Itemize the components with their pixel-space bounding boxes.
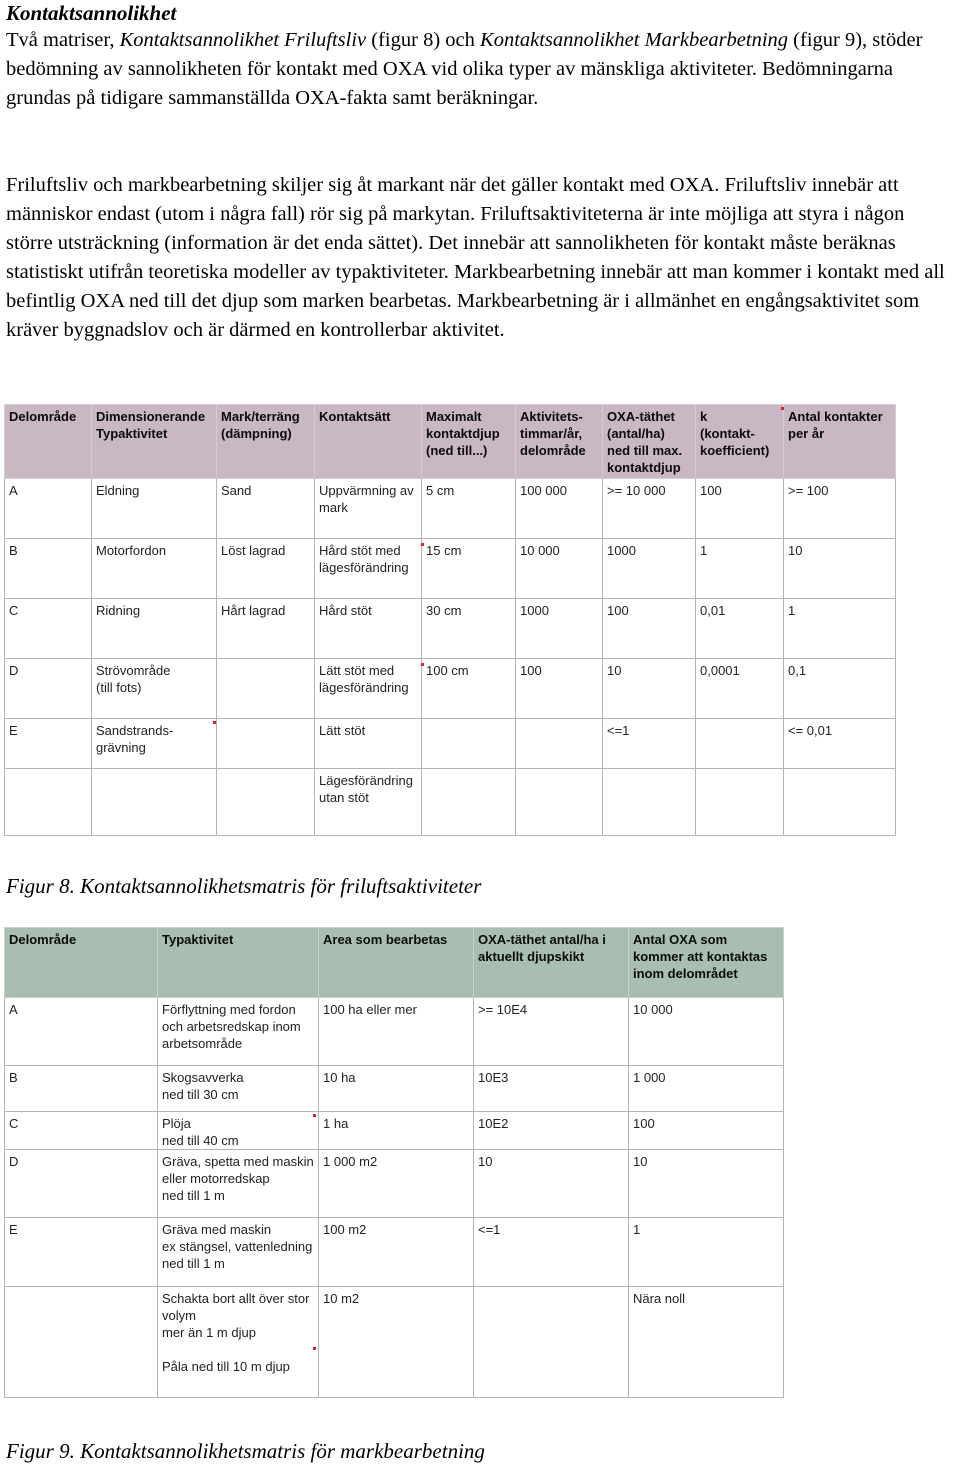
- table-cell: [516, 719, 603, 769]
- body-paragraph-text: Friluftsliv och markbearbetning skiljer sig åt markant när det gäller kontakt med OXA. Friluftsliv innebär att människor endast (utom i några fall) rör sig på markytan. Friluftsaktiviteterna är inte möjliga att styra i någon större utsträckning (information är det enda sättet). Det innebär att sannolikheten för kontakt måste beräknas statistiskt utifrån teoretiska modeller av typaktiviteter. Markbearbetning innebär att man kommer i kontakt med all befintlig OXA ned till det djup som marken bearbetas. Markbearbetning är i allmänhet en engångsaktivitet som kräver byggnadslov och är därmed en kontrollerbar aktivitet.: [6, 174, 945, 341]
- table-cell: >= 10E4: [474, 998, 629, 1066]
- table-row: [5, 479, 896, 539]
- table-cell: Uppvärmning av mark: [315, 479, 422, 539]
- table-row: [5, 1150, 784, 1218]
- table-cell: 1: [696, 539, 784, 599]
- table-cell: Löst lagrad: [217, 539, 315, 599]
- red-dot-marker: [781, 407, 784, 410]
- table-cell: [5, 1287, 158, 1398]
- table-cell: 1000: [603, 539, 696, 599]
- table-cell: D: [5, 659, 92, 719]
- section-title: Kontaktsannolikhet: [6, 1, 177, 25]
- intro-text-1: Två matriser,: [6, 29, 120, 51]
- table-cell: 10 ha: [319, 1066, 474, 1112]
- table-cell: <=1: [603, 719, 696, 769]
- table-cell: A: [5, 479, 92, 539]
- table-cell: 0,01: [696, 599, 784, 659]
- table-cell: Ridning: [92, 599, 217, 659]
- table-cell: [422, 719, 516, 769]
- red-dot-marker: [313, 1347, 316, 1350]
- table-row: [5, 1218, 784, 1287]
- table-cell: [784, 769, 896, 836]
- table-cell: 0,0001: [696, 659, 784, 719]
- table-cell: Hårt lagrad: [217, 599, 315, 659]
- table-cell: 0,1: [784, 659, 896, 719]
- table-cell: D: [5, 1150, 158, 1218]
- table-cell: 1 000 m2: [319, 1150, 474, 1218]
- table-row: [5, 539, 896, 599]
- table-cell: 10E3: [474, 1066, 629, 1112]
- table-header-row: [5, 928, 784, 998]
- table-cell: [217, 769, 315, 836]
- table-cell: [516, 769, 603, 836]
- table-cell: 100: [696, 479, 784, 539]
- table-cell: C: [5, 1112, 158, 1150]
- table-cell: 100 ha eller mer: [319, 998, 474, 1066]
- friluftsliv-matrix-table: [4, 404, 896, 836]
- figure-9-caption: Figur 9. Kontaktsannolikhetsmatris för markbearbetning: [6, 1439, 485, 1463]
- table-cell: 100: [516, 659, 603, 719]
- table-cell: Lätt stöt: [315, 719, 422, 769]
- table-cell: [696, 719, 784, 769]
- table-cell: 10 000: [629, 998, 784, 1066]
- table-cell: 5 cm: [422, 479, 516, 539]
- intro-matrix-friluftsliv: Kontaktsannolikhet Friluftsliv: [119, 29, 367, 51]
- table-cell: Plöja ned till 40 cm: [158, 1112, 319, 1150]
- table-cell: Nära noll: [629, 1287, 784, 1398]
- table-cell: 10: [474, 1150, 629, 1218]
- column-header: Maximalt kontaktdjup (ned till...): [422, 405, 516, 479]
- table-cell: Sand: [217, 479, 315, 539]
- table-cell: E: [5, 719, 92, 769]
- column-header: Delområde: [5, 405, 92, 479]
- body-paragraph: [6, 171, 956, 345]
- table-cell: 1 ha: [319, 1112, 474, 1150]
- table-row: [5, 659, 896, 719]
- column-header: Area som bearbetas: [319, 928, 474, 998]
- column-header: Dimensionerande Typaktivitet: [92, 405, 217, 479]
- table-cell: [603, 769, 696, 836]
- table-cell: 1: [784, 599, 896, 659]
- table-row: [5, 599, 896, 659]
- column-header: Mark/terräng (dämpning): [217, 405, 315, 479]
- column-header: Antal OXA som kommer att kontaktas inom delområdet: [629, 928, 784, 998]
- table-header-row: [5, 405, 896, 479]
- table-cell: [217, 659, 315, 719]
- column-header: Delområde: [5, 928, 158, 998]
- column-header: Kontaktsätt: [315, 405, 422, 479]
- red-dot-marker: [213, 721, 216, 724]
- column-header: k (kontakt- koefficient): [696, 405, 784, 479]
- red-dot-marker: [421, 543, 424, 546]
- table-cell: 10E2: [474, 1112, 629, 1150]
- table-cell: Schakta bort allt över stor volym mer än 1 m djup Påla ned till 10 m djup: [158, 1287, 319, 1398]
- table-cell: Lätt stöt med lägesförändring: [315, 659, 422, 719]
- intro-text-3: (figur 9), stöder bedömning av sannolikheten för kontakt med OXA vid olika typer av mänskliga aktiviteter. Bedömningarna grundas på tidigare sammanställda OXA-fakta samt beräkningar.: [6, 29, 923, 109]
- table-cell: <= 0,01: [784, 719, 896, 769]
- table-cell: Strövområde (till fots): [92, 659, 217, 719]
- table-cell: [92, 769, 217, 836]
- column-header: OXA-täthet antal/ha i aktuellt djupskikt: [474, 928, 629, 998]
- table-cell: [5, 769, 92, 836]
- table-cell: Hård stöt: [315, 599, 422, 659]
- table-row: [5, 719, 896, 769]
- table-cell: Gräva, spetta med maskin eller motorredskap ned till 1 m: [158, 1150, 319, 1218]
- table-cell: 100: [603, 599, 696, 659]
- table-cell: 100: [629, 1112, 784, 1150]
- column-header: Antal kontakter per år: [784, 405, 896, 479]
- table-cell: 100 cm: [422, 659, 516, 719]
- table-cell: A: [5, 998, 158, 1066]
- table-cell: 1: [629, 1218, 784, 1287]
- intro-paragraph: [6, 26, 956, 113]
- figure-8-caption: Figur 8. Kontaktsannolikhetsmatris för friluftsaktiviteter: [6, 874, 482, 898]
- table-cell: Hård stöt med lägesförändring: [315, 539, 422, 599]
- table-row: [5, 998, 784, 1066]
- intro-matrix-markbearbetning: Kontaktsannolikhet Markbearbetning: [480, 29, 789, 51]
- red-dot-marker: [421, 663, 424, 666]
- table-cell: <=1: [474, 1218, 629, 1287]
- table-cell: Eldning: [92, 479, 217, 539]
- table-cell: Sandstrands- grävning: [92, 719, 217, 769]
- table-cell: [422, 769, 516, 836]
- table-cell: 1 000: [629, 1066, 784, 1112]
- column-header: Aktivitets- timmar/år, delområde: [516, 405, 603, 479]
- table-cell: B: [5, 1066, 158, 1112]
- column-header: OXA-täthet (antal/ha) ned till max. kontaktdjup: [603, 405, 696, 479]
- table-cell: E: [5, 1218, 158, 1287]
- table-row: [5, 769, 896, 836]
- table-cell: [474, 1287, 629, 1398]
- intro-text-2: (figur 8) och: [366, 29, 481, 51]
- table-cell: 1000: [516, 599, 603, 659]
- table-row: [5, 1287, 784, 1398]
- table-cell: [696, 769, 784, 836]
- red-dot-marker: [313, 1114, 316, 1117]
- table-cell: 30 cm: [422, 599, 516, 659]
- table-cell: 10 m2: [319, 1287, 474, 1398]
- table-cell: 10 000: [516, 539, 603, 599]
- table-row: [5, 1066, 784, 1112]
- table-cell: 10: [629, 1150, 784, 1218]
- table-cell: Motorfordon: [92, 539, 217, 599]
- table-cell: 100 m2: [319, 1218, 474, 1287]
- table-cell: >= 10 000: [603, 479, 696, 539]
- table-cell: >= 100: [784, 479, 896, 539]
- markbearbetning-matrix-table: [4, 927, 784, 1398]
- table-cell: B: [5, 539, 92, 599]
- table-cell: Skogsavverka ned till 30 cm: [158, 1066, 319, 1112]
- column-header: Typaktivitet: [158, 928, 319, 998]
- table-row: [5, 1112, 784, 1150]
- table-cell: 10: [784, 539, 896, 599]
- table-cell: Lägesförändring utan stöt: [315, 769, 422, 836]
- table-cell: Förflyttning med fordon och arbetsredskap inom arbetsområde: [158, 998, 319, 1066]
- table-cell: 100 000: [516, 479, 603, 539]
- table-cell: [217, 719, 315, 769]
- table-cell: C: [5, 599, 92, 659]
- table-cell: 10: [603, 659, 696, 719]
- table-cell: Gräva med maskin ex stängsel, vattenledning ned till 1 m: [158, 1218, 319, 1287]
- table-cell: 15 cm: [422, 539, 516, 599]
